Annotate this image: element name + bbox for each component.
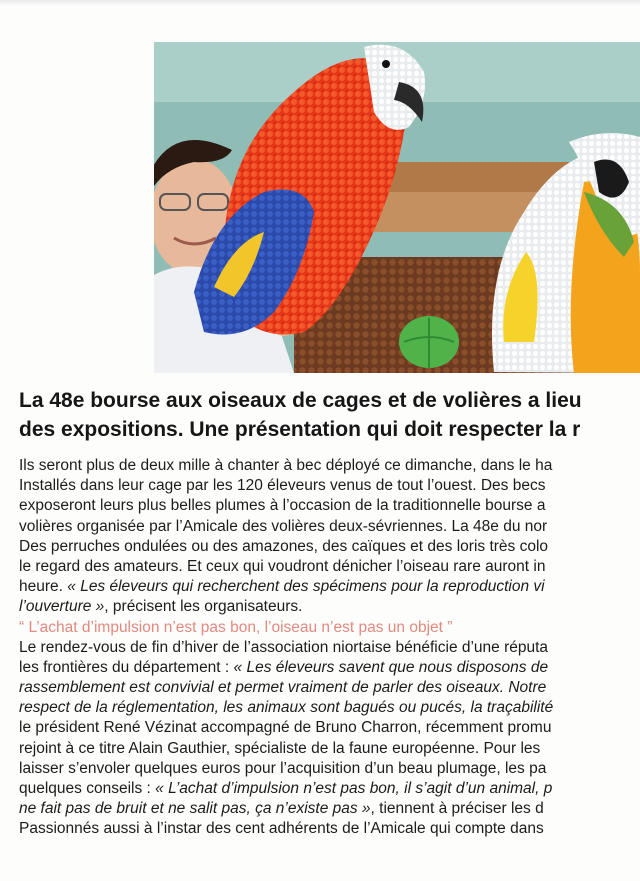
body-line: Installés dans leur cage par les 120 éleveurs venus de tout l’ouest. Des becs [19,477,546,495]
body-line [19,597,640,617]
parrot-sculpture-photo [154,42,640,373]
body-line: Des perruches ondulées ou des amazones, des caïques et des loris très colo [19,537,549,555]
body-line [19,577,640,597]
body-text-span: , tiennent à préciser les d [370,800,544,818]
body-text-span: quelques conseils : [19,780,156,797]
body-line: le président René Vézinat accompagné de Bruno Charron, récemment promu [19,719,552,737]
body-quote-span: l’ouverture » [19,598,105,616]
body-text-span: , précisent les organisateurs. [104,598,303,616]
body-line [19,698,640,718]
body-line: volières organisée par l’Amicale des volières deux-sévriennes. La 48e du nor [19,517,548,535]
body-line [19,779,640,799]
body-line: laisser s’envoler quelques euros pour l’acquisition d’un beau plumage, les pa [19,759,547,777]
scan-edge [0,0,640,6]
body-line: Passionnés aussi à l’instar des cent adhérents de l’Amicale qui compte dans [19,820,544,838]
body-line [19,658,640,678]
article-intertitle: “ L’achat d’impulsion n’est pas bon, l’oiseau n’est pas un objet ” [19,618,453,636]
body-line: Le rendez-vous de fin d’hiver de l’association niortaise bénéficie d’une réputa [19,638,549,656]
photo-illustration [154,42,640,373]
body-text-span: les frontières du département : [19,658,234,676]
body-quote-span: « L’achat d’impulsion n’est pas bon, il s’agit d’un animal, p [155,780,553,797]
body-quote-span: ne fait pas de bruit et ne salit pas, ça n’existe pas » [19,800,371,818]
body-text-span: heure. [19,578,68,596]
body-quote-span: respect de la réglementation, les animaux sont bagués ou pucés, la traçabilité [19,699,554,717]
body-line: Ils seront plus de deux mille à chanter à bec déployé ce dimanche, dans le ha [19,457,553,474]
headline-line-1: La 48e bourse aux oiseaux de cages et de volières a lieu [19,389,582,412]
headline-line-2: des expositions. Une présentation qui doit respecter la r [19,418,581,441]
body-line: le regard des amateurs. Et ceux qui voudront dénicher l’oiseau rare auront in [19,557,546,575]
body-line: exposeront leurs plus belles plumes à l’occasion de la traditionnelle bourse a [19,497,546,515]
body-quote-span: rassemblement est convivial et permet vraiment de parler des oiseaux. Notre [19,679,547,697]
body-line [19,678,640,698]
body-quote-span: « Les éleveurs qui recherchent des spécimens pour la reproduction vi [67,578,545,596]
body-line [19,799,640,819]
article-headline [19,386,640,444]
article-body [19,456,640,840]
body-line: rejoint à ce titre Alain Gauthier, spécialiste de la faune européenne. Pour les [19,739,541,757]
body-quote-span: « Les éleveurs savent que nous disposons de [233,658,549,676]
